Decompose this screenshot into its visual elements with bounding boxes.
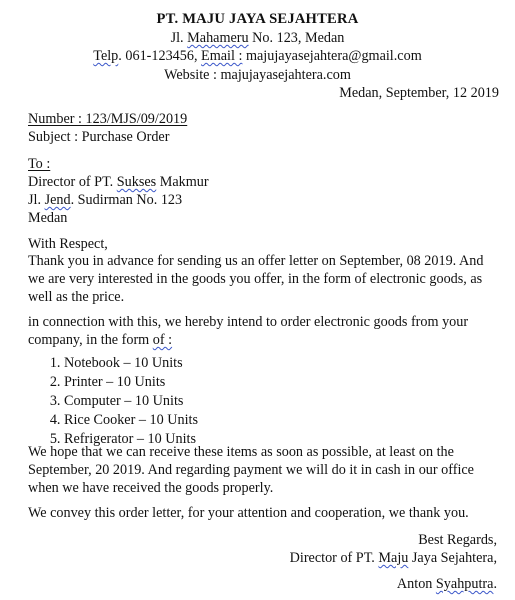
- recipient-address-prefix: Jl.: [28, 192, 45, 208]
- letter-number: Number : 123/MJS/09/2019: [28, 111, 188, 127]
- closing-title-suffix: Jaya Sejahtera,: [408, 550, 497, 566]
- list-item: 4. Rice Cooker – 10 Units: [64, 411, 198, 430]
- recipient-title: [28, 173, 209, 191]
- company-address: [0, 29, 515, 47]
- company-website: Website : majujayasejahtera.com: [164, 67, 351, 83]
- recipient-title-suffix: Makmur: [156, 174, 209, 190]
- list-item: 2. Printer – 10 Units: [64, 373, 198, 392]
- closing-regards: Best Regards,: [418, 532, 497, 548]
- list-item: 3. Computer – 10 Units: [64, 392, 198, 411]
- recipient-company-name: Sukses: [116, 174, 157, 190]
- to-label: To :: [28, 156, 51, 172]
- list-item: 5. Refrigerator – 10 Units: [64, 430, 198, 449]
- closing-title: [290, 549, 497, 567]
- recipient-city: Medan: [28, 210, 68, 226]
- company-contact: [0, 47, 515, 65]
- company-name: PT. MAJU JAYA SEJAHTERA: [156, 11, 359, 27]
- signer-first-name: Anton: [396, 576, 436, 592]
- signer-name: [397, 575, 497, 593]
- signer-end: .: [493, 576, 497, 592]
- paragraph-order-intent-of: of :: [152, 332, 173, 348]
- paragraph-delivery-payment: We hope that we can receive these items as soon as possible, at least on the September, 20 2019. And regarding payment we will do it in cash in our office when we have received the goods properly.: [28, 444, 474, 496]
- greeting: With Respect,: [28, 236, 108, 252]
- telp-number: . 061-123456,: [118, 48, 202, 64]
- paragraph-offer-thanks: Thank you in advance for sending us an offer letter on September, 08 2019. And we are very interested in the goods you offer, in the form of electronic goods, as well as the price.: [28, 253, 484, 305]
- address-street: Mahameru: [187, 30, 249, 46]
- address-prefix: Jl.: [170, 30, 188, 46]
- paragraph-order-intent: [28, 313, 503, 349]
- paragraph-thanks: We convey this order letter, for your attention and cooperation, we thank you.: [28, 505, 469, 521]
- recipient-address-suffix: . Sudirman No. 123: [70, 192, 183, 208]
- recipient-address-street: Jend: [44, 192, 71, 208]
- email-value: majujayasejahtera@gmail.com: [242, 48, 422, 64]
- letter-subject: Subject : Purchase Order: [28, 129, 170, 145]
- recipient-address: [28, 191, 182, 209]
- list-item: 1. Notebook – 10 Units: [64, 354, 198, 373]
- address-suffix: No. 123, Medan: [248, 30, 345, 46]
- signer-last-name: Syahputra: [435, 576, 494, 592]
- paragraph-order-intent-text: in connection with this, we hereby intend to order electronic goods from your company, in the form: [28, 314, 469, 348]
- letter-date: Medan, September, 12 2019: [339, 85, 499, 101]
- recipient-title-prefix: Director of PT.: [28, 174, 117, 190]
- email-label: Email :: [201, 48, 243, 64]
- telp-label: Telp: [93, 48, 119, 64]
- closing-company-name: Maju: [378, 550, 409, 566]
- order-item-list: [28, 354, 198, 449]
- closing-title-prefix: Director of PT.: [289, 550, 379, 566]
